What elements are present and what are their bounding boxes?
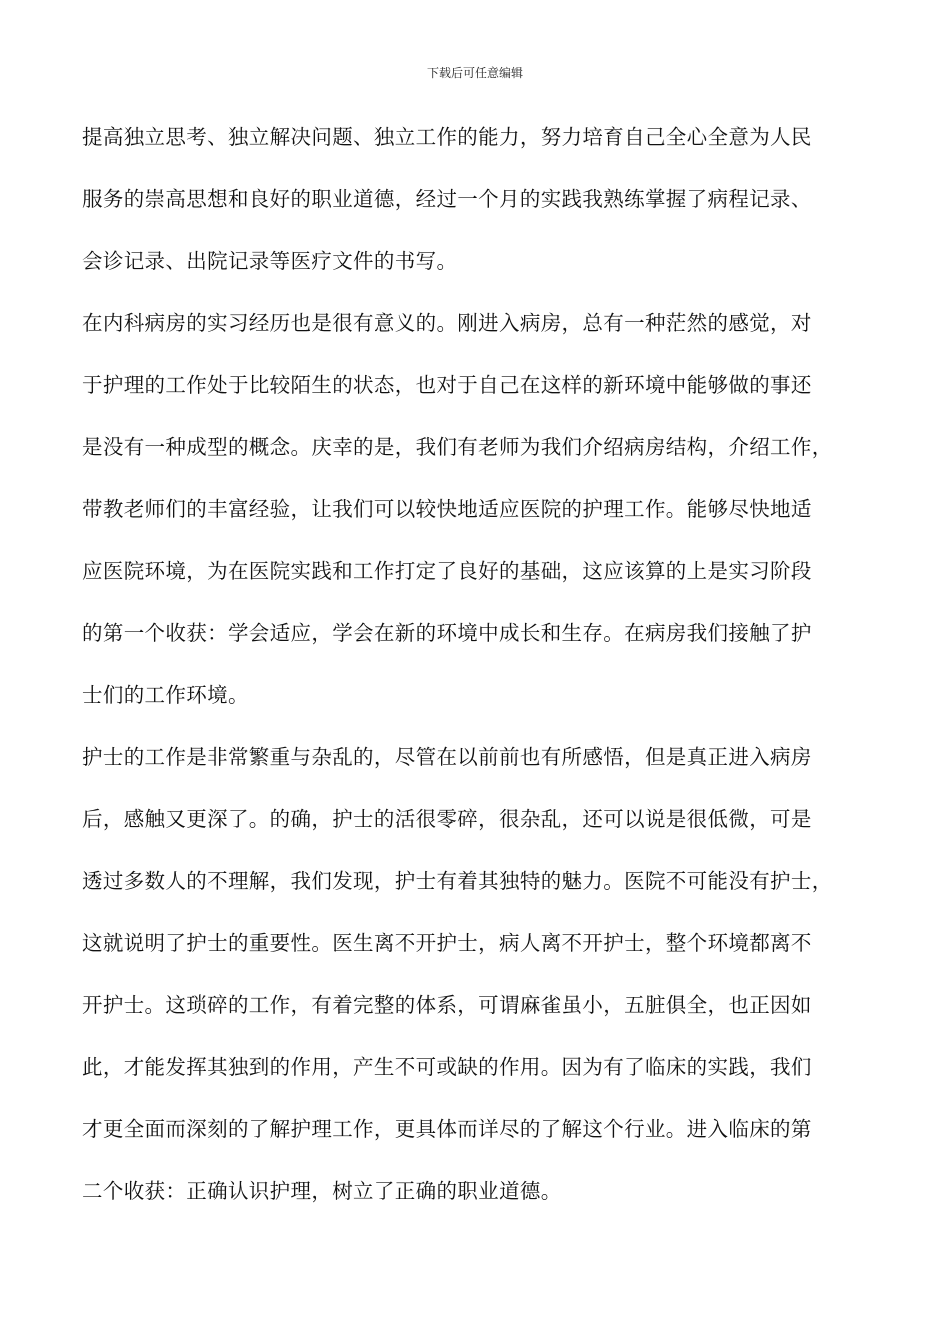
text-line: 才更全面而深刻的了解护理工作，更具体而详尽的了解这个行业。进入临床的第 [82, 1117, 812, 1141]
text-line: 的第一个收获：学会适应，学会在新的环境中成长和生存。在病房我们接触了护 [82, 621, 812, 645]
text-line: 是没有一种成型的概念。庆幸的是，我们有老师为我们介绍病房结构，介绍工作， [82, 435, 833, 459]
text-line: 护士的工作是非常繁重与杂乱的，尽管在以前前也有所感悟，但是真正进入病房 [82, 745, 812, 769]
text-line: 服务的崇高思想和良好的职业道德，经过一个月的实践我熟练掌握了病程记录、 [82, 187, 812, 211]
text-line: 应医院环境，为在医院实践和工作打定了良好的基础，这应该算的上是实习阶段 [82, 559, 812, 583]
document-body [82, 117, 882, 1233]
text-line: 二个收获：正确认识护理，树立了正确的职业道德。 [82, 1179, 562, 1203]
text-line: 提高独立思考、独立解决问题、独立工作的能力，努力培育自己全心全意为人民 [82, 125, 812, 149]
text-line: 透过多数人的不理解，我们发现，护士有着其独特的魅力。医院不可能没有护士， [82, 869, 833, 893]
text-line: 于护理的工作处于比较陌生的状态，也对于自己在这样的新环境中能够做的事还 [82, 373, 812, 397]
text-line: 后，感触又更深了。的确，护士的活很零碎，很杂乱，还可以说是很低微，可是 [82, 807, 812, 831]
text-line: 此，才能发挥其独到的作用，产生不可或缺的作用。因为有了临床的实践，我们 [82, 1055, 812, 1079]
text-line: 士们的工作环境。 [82, 683, 249, 707]
page-header: 下载后可任意编辑 [426, 66, 523, 80]
text-line: 开护士。这琐碎的工作，有着完整的体系，可谓麻雀虽小，五脏俱全，也正因如 [82, 993, 812, 1017]
text-line: 会诊记录、出院记录等医疗文件的书写。 [82, 249, 458, 273]
text-line: 在内科病房的实习经历也是很有意义的。刚进入病房，总有一种茫然的感觉，对 [82, 311, 812, 335]
text-line: 带教老师们的丰富经验，让我们可以较快地适应医院的护理工作。能够尽快地适 [82, 497, 812, 521]
text-line: 这就说明了护士的重要性。医生离不开护士，病人离不开护士，整个环境都离不 [82, 931, 812, 955]
